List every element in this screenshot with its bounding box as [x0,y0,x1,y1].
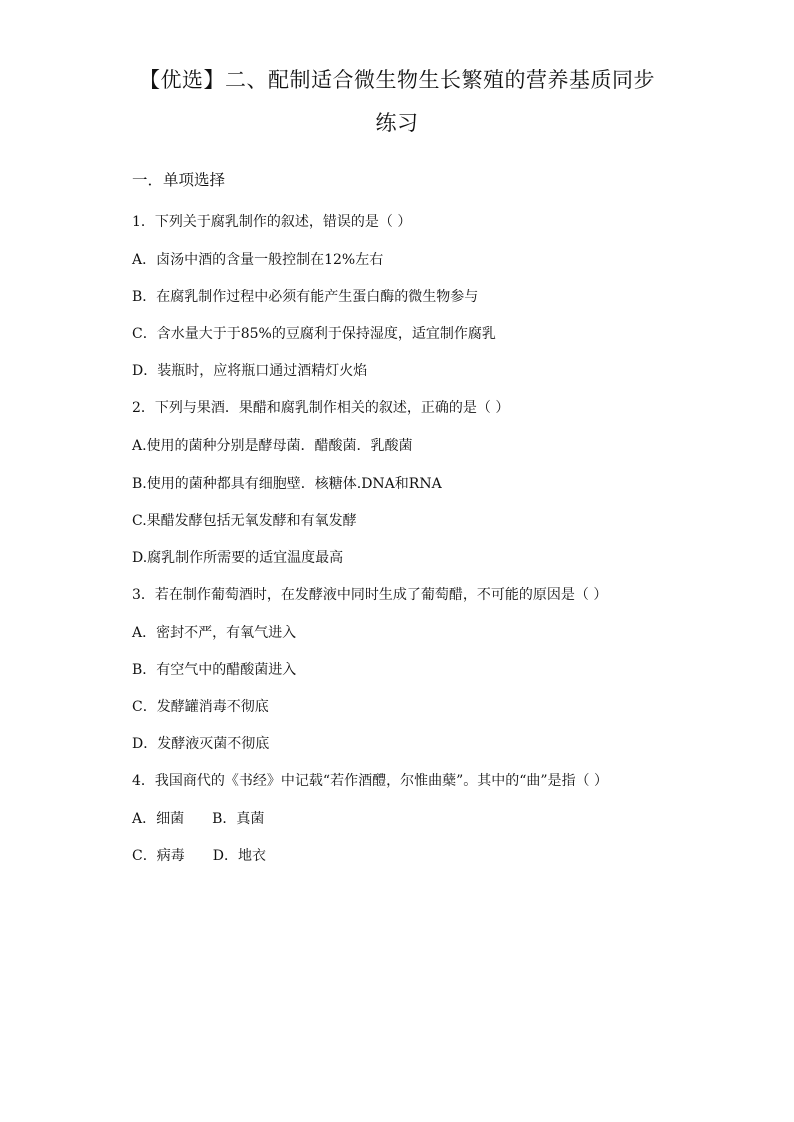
question-4-option-c: C．病毒 [132,848,185,864]
question-4-option-d: D．地衣 [212,848,266,864]
question-4-option-a: A．细菌 [132,811,185,827]
question-2-option-d: D.腐乳制作所需要的适宜温度最高 [132,550,344,566]
question-2-option-a: A.使用的菌种分别是酵母菌．醋酸菌．乳酸菌 [132,438,413,454]
question-1-option-a: A．卤汤中酒的含量一般控制在12%左右 [132,252,384,268]
question-3-stem: 3．若在制作葡萄酒时，在发酵液中同时生成了葡萄醋，不可能的原因是（ ） [132,587,608,603]
question-3-option-c: C．发酵罐消毒不彻底 [132,699,269,715]
question-4-options-row-2 [132,849,266,863]
question-2-stem: 2．下列与果酒．果醋和腐乳制作相关的叙述，正确的是（ ） [132,400,510,416]
question-3-option-b: B．有空气中的醋酸菌进入 [132,662,297,678]
question-3-option-a: A．密封不严，有氧气进入 [132,625,297,641]
question-2-option-b: B.使用的菌种都具有细胞壁．核糖体.DNA和RNA [132,476,442,492]
question-4-options-row-1 [132,812,264,826]
question-1-option-b: B．在腐乳制作过程中必须有能产生蛋白酶的微生物参与 [132,289,479,305]
question-1-option-c: C．含水量大于于85%的豆腐利于保持湿度，适宜制作腐乳 [132,326,496,342]
question-1-stem: 1．下列关于腐乳制作的叙述，错误的是（ ） [132,214,412,230]
section-heading: 一．单项选择 [132,171,226,189]
page-title-continued: 练习 [375,111,419,135]
question-1-option-d: D．装瓶时，应将瓶口通过酒精灯火焰 [132,363,368,379]
question-3-option-d: D．发酵液灭菌不彻底 [132,736,270,752]
question-4-option-b: B．真菌 [212,811,265,827]
page-title: 【优选】二、配制适合微生物生长繁殖的营养基质同步 [139,68,655,92]
question-4-stem: 4．我国商代的《书经》中记载“若作酒醴，尔惟曲蘖”。其中的“曲”是指（ ） [132,773,608,789]
question-2-option-c: C.果醋发酵包括无氧发酵和有氧发酵 [132,513,357,529]
